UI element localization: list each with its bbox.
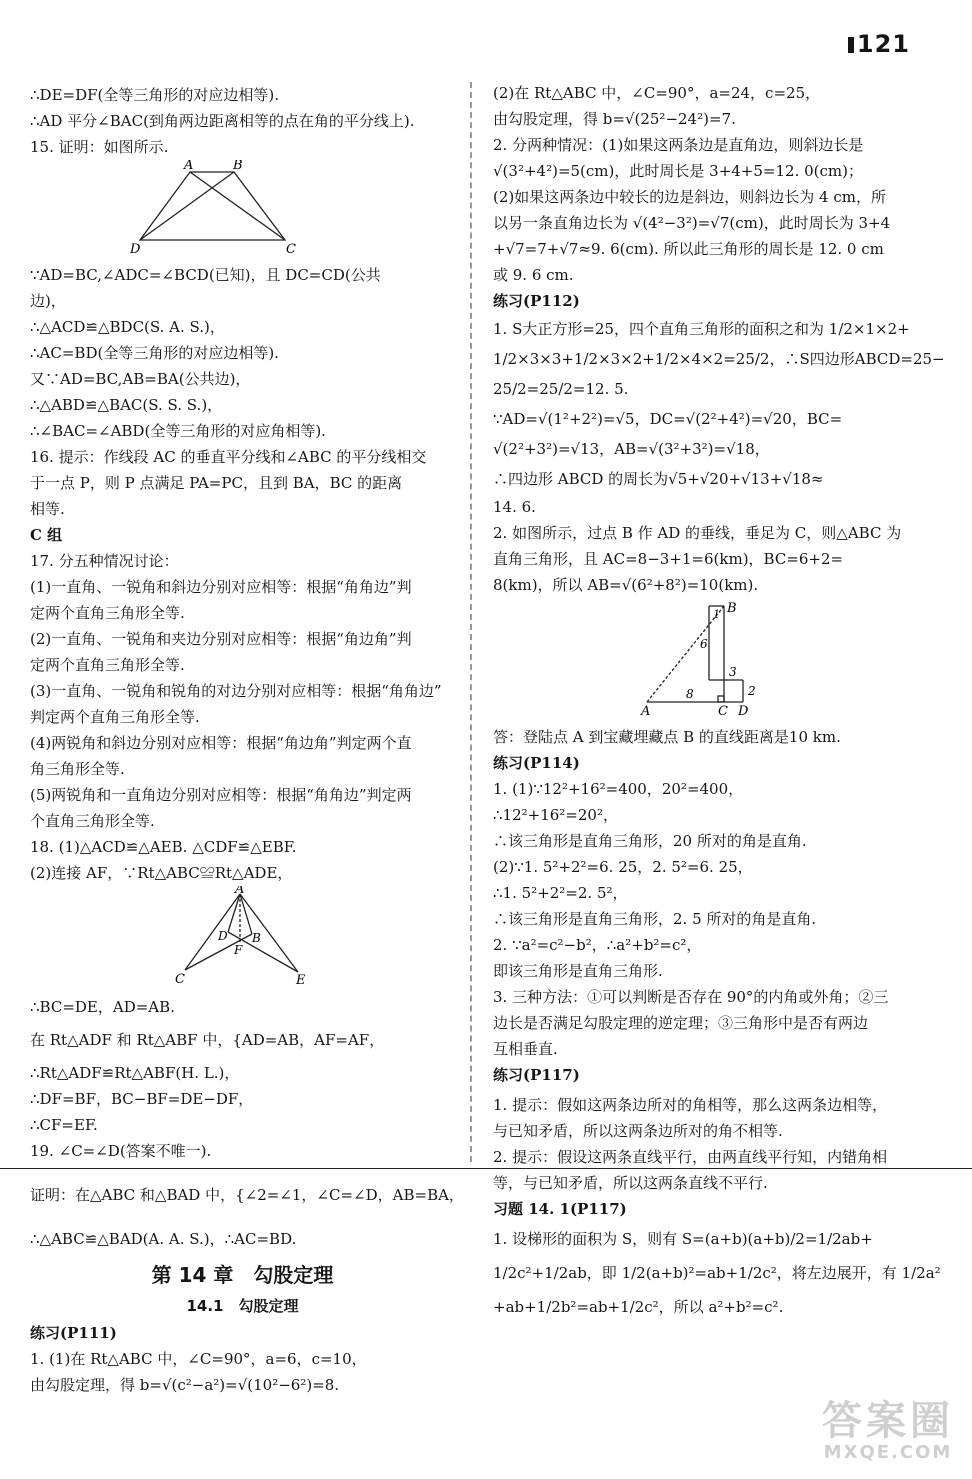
text-line: √(2²+3²)=√13，AB=√(3²+3²)=√18， [493, 440, 770, 458]
text-line: 边)， [30, 292, 66, 310]
fig15-label-b: B [233, 160, 243, 173]
fig2-label-d: D [738, 704, 749, 716]
left-column [30, 82, 464, 1398]
text-line: (2)如果这两条边中较长的边是斜边，则斜边长为 4 cm，所 [493, 188, 886, 206]
text-line: 定两个直角三角形全等. [30, 656, 185, 674]
text-line: 互相垂直. [493, 1040, 558, 1058]
fig18-label-f: F [234, 943, 243, 957]
fig15-label-d: D [130, 242, 141, 254]
text-line: 2. 提示：假设这两条直线平行，由两直线平行知，内错角相 [493, 1148, 888, 1166]
text-line: 定两个直角三角形全等. [30, 604, 185, 622]
text-line: ∵AD=BC,∠ADC=∠BCD(已知)，且 DC=CD(公共 [30, 266, 381, 284]
text-line: ∴Rt△ADF≌Rt△ABF(H. L.)， [30, 1064, 240, 1082]
fig2-num-3: 3 [729, 665, 737, 679]
exercise-heading: 习题 14. 1(P117) [493, 1200, 627, 1218]
text-line: 即该三角形是直角三角形. [493, 962, 663, 980]
text-line: 证明：在△ABC 和△BAD 中，{∠2=∠1，∠C=∠D，AB=BA， [30, 1186, 464, 1204]
text-line: ∴该三角形是直角三角形，2. 5 所对的角是直角. [493, 910, 817, 928]
text-line: ∴DE=DF(全等三角形的对应边相等). [30, 86, 279, 104]
text-line: 2. ∵a²=c²−b²，∴a²+b²=c²， [493, 936, 702, 954]
text-line: ∴∠BAC=∠ABD(全等三角形的对应角相等). [30, 422, 326, 440]
text-line: (1)一直角、一锐角和斜边分别对应相等：根据“角角边”判 [30, 578, 412, 596]
text-line: (2)∵1. 5²+2²=6. 25，2. 5²=6. 25， [493, 858, 753, 876]
fig15-label-c: C [286, 242, 296, 254]
text-line: ∴12²+16²=20²， [493, 806, 618, 824]
text-line: ∴△ABD≌△BAC(S. S. S.)， [30, 396, 223, 414]
text-line: ∴四边形 ABCD 的周长为√5+√20+√13+√18≈ [493, 470, 824, 488]
text-line: 边长是否满足勾股定理的逆定理；③三角形中是否有两边 [493, 1014, 869, 1032]
text-line: ∴△ACD≌△BDC(S. A. S.)， [30, 318, 225, 336]
text-line: 与已知矛盾，所以这两条边所对的角不相等. [493, 1122, 783, 1140]
trapezoid-figure [30, 160, 455, 254]
page-number: 121 [848, 30, 910, 58]
text-line: ∵AD=√(1²+2²)=√5，DC=√(2²+4²)=√20，BC= [493, 410, 843, 428]
text-line: 14. 6. [493, 498, 536, 516]
text-line: 15. 证明：如图所示. [30, 138, 169, 156]
text-line: 16. 提示：作线段 AC 的垂直平分线和∠ABC 的平分线相交 [30, 448, 427, 466]
practice-heading: 练习(P111) [30, 1324, 117, 1342]
section-title: 14.1 勾股定理 [186, 1297, 299, 1315]
fig2-num-8: 8 [686, 687, 694, 701]
text-line: (2)连接 AF，∵Rt△ABC≌Rt△ADE， [30, 864, 293, 882]
fig18-label-d: D [218, 929, 228, 943]
watermark-url: MXQE.COM [823, 1442, 953, 1463]
text-line: ∴DF=BF，BC−BF=DE−DF， [30, 1090, 254, 1108]
text-line: 等，与已知矛盾，所以这两条直线不平行. [493, 1174, 768, 1192]
text-line: 在 Rt△ADF 和 Rt△ABF 中，{AD=AB，AF=AF， [30, 1031, 385, 1049]
text-line: 由勾股定理，得 b=√(25²−24²)=7. [493, 110, 736, 128]
text-line: 25/2=25/2=12. 5. [493, 380, 629, 398]
fig2-num-1: 1 [713, 608, 720, 621]
text-line: ∴△ABC≌△BAD(A. A. S.)，∴AC=BD. [30, 1230, 297, 1248]
text-line: ∴1. 5²+2²=2. 5²， [493, 884, 628, 902]
practice-heading: 练习(P114) [493, 754, 580, 772]
kite-figure [30, 886, 455, 986]
fig18-label-c: C [175, 972, 185, 986]
text-line: ∴BC=DE，AD=AB. [30, 998, 175, 1016]
fig2-label-b: B [727, 601, 737, 616]
text-line: 19. ∠C=∠D(答案不唯一). [30, 1142, 212, 1160]
text-line: 于一点 P，则 P 点满足 PA=PC，且到 BA，BC 的距离 [30, 474, 403, 492]
text-line: 1. S大正方形=25，四个直角三角形的面积之和为 1/2×1×2+ [493, 320, 910, 338]
text-line: ∴该三角形是直角三角形，20 所对的角是直角. [493, 832, 807, 850]
fig18-label-a: A [235, 886, 245, 897]
text-line: 18. (1)△ACD≌△AEB. △CDF≌△EBF. [30, 838, 297, 856]
text-line: 2. 如图所示，过点 B 作 AD 的垂线，垂足为 C，则△ABC 为 [493, 524, 902, 542]
practice-heading: 练习(P117) [493, 1066, 580, 1084]
right-column [493, 80, 945, 1324]
fig2-label-c: C [718, 704, 728, 716]
group-heading: C 组 [30, 526, 63, 544]
text-line: 3. 三种方法：①可以判断是否存在 90°的内角或外角；②三 [493, 988, 889, 1006]
text-line: 以另一条直角边长为 √(4²−3²)=√7(cm)，此时周长为 3+4 [493, 214, 891, 232]
text-line: 1/2c²+1/2ab，即 1/2(a+b)²=ab+1/2c²，将左边展开，有 1/2a² [493, 1264, 941, 1282]
text-line: 答：登陆点 A 到宝藏埋藏点 B 的直线距离是10 km. [493, 728, 841, 746]
text-line: 8(km)，所以 AB=√(6²+8²)=10(km). [493, 576, 759, 594]
fig18-label-e: E [296, 973, 306, 986]
fig2-num-6: 6 [700, 637, 708, 651]
text-line: 1. (1)在 Rt△ABC 中，∠C=90°，a=6，c=10， [30, 1350, 367, 1368]
column-divider [470, 82, 472, 1162]
text-line: (5)两锐角和一直角边分别对应相等：根据“角角边”判定两 [30, 786, 412, 804]
text-line: 2. 分两种情况：(1)如果这两条边是直角边，则斜边长是 [493, 136, 864, 154]
text-line: 1. 设梯形的面积为 S，则有 S=(a+b)(a+b)/2=1/2ab+ [493, 1230, 873, 1248]
text-line: 1. (1)∵12²+16²=400，20²=400， [493, 780, 744, 798]
text-line: 相等. [30, 500, 65, 518]
text-line: +ab+1/2b²=ab+1/2c²，所以 a²+b²=c². [493, 1298, 784, 1316]
chapter-title: 第 14 章 勾股定理 [151, 1263, 334, 1287]
text-line: 判定两个直角三角形全等. [30, 708, 200, 726]
treasure-map-figure [493, 598, 918, 716]
fig15-label-a: A [184, 160, 194, 173]
watermark-text: 答案圈 [822, 1398, 954, 1444]
text-line: 1/2×3×3+1/2×3×2+1/2×4×2=25/2，∴S四边形ABCD=25− [493, 350, 945, 368]
text-line: 17. 分五种情况讨论： [30, 552, 179, 570]
text-line: (4)两锐角和斜边分别对应相等：根据“角边角”判定两个直 [30, 734, 412, 752]
text-line: 直角三角形，且 AC=8−3+1=6(km)，BC=6+2= [493, 550, 844, 568]
text-line: 或 9. 6 cm. [493, 266, 574, 284]
fig18-label-b: B [252, 931, 261, 945]
text-line: (3)一直角、一锐角和锐角的对边分别对应相等：根据“角角边” [30, 682, 442, 700]
text-line: 由勾股定理，得 b=√(c²−a²)=√(10²−6²)=8. [30, 1376, 340, 1394]
text-line: 1. 提示：假如这两条边所对的角相等，那么这两条边相等， [493, 1096, 888, 1114]
text-line: 又∵AD=BC,AB=BA(公共边)， [30, 370, 251, 388]
fig2-label-a: A [641, 704, 651, 716]
practice-heading: 练习(P112) [493, 292, 580, 310]
text-line: 角三角形全等. [30, 760, 125, 778]
text-line: 个直角三角形全等. [30, 812, 155, 830]
text-line: ∴AC=BD(全等三角形的对应边相等). [30, 344, 279, 362]
watermark-logo [822, 1400, 954, 1463]
text-line: (2)一直角、一锐角和夹边分别对应相等：根据“角边角”判 [30, 630, 412, 648]
text-line: ∴CF=EF. [30, 1116, 98, 1134]
text-line: +√7=7+√7≈9. 6(cm). 所以此三角形的周长是 12. 0 cm [493, 240, 884, 258]
text-line: ∴AD 平分∠BAC(到角两边距离相等的点在角的平分线上). [30, 112, 415, 130]
fig2-num-2: 2 [748, 684, 756, 698]
text-line: √(3²+4²)=5(cm)，此时周长是 3+4+5=12. 0(cm)； [493, 162, 863, 180]
text-line: (2)在 Rt△ABC 中，∠C=90°，a=24，c=25， [493, 84, 821, 102]
